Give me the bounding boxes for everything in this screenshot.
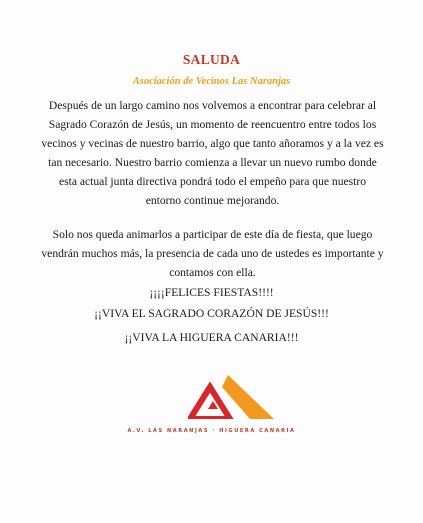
page-title: SALUDA xyxy=(182,52,241,67)
exclamation-felices-fiestas: ¡¡¡¡FELICES FIESTAS!!!! xyxy=(149,286,274,299)
exclamation-sagrado-corazon: ¡¡VIVA EL SAGRADO CORAZÓN DE JESÚS!!! xyxy=(94,307,329,320)
greeting-paragraph: Después de un largo camino nos volvemos a encontrar para celebrar al Sagrado Corazón de Jesús, un momento de reencuentro entre todos los vecinos y vecinas de nuestro barrio, algo que tanto añoramos y a la vez es tan necesario. Nuestro barrio comienza a llevar un nuevo rumbo donde esta actual junta directiva pondrá todo el empeño para que nuestro entorno continue mejorando. xyxy=(41,99,384,207)
invitation-paragraph: Solo nos queda animarlos a participar de este día de fiesta, que luego vendrán muchos más, la presencia de cada uno de ustedes es importante y contamos con ella. xyxy=(41,228,384,279)
logo-caption: A.V. LAS NARANJAS · HIGUERA CANARIA xyxy=(127,428,296,434)
exclamation-higuera-canaria: ¡¡VIVA LA HIGUERA CANARIA!!! xyxy=(124,331,299,344)
mountain-triangle-logo-icon xyxy=(188,373,274,419)
association-name: Asociación de Vecinos Las Naranjas xyxy=(132,76,291,87)
